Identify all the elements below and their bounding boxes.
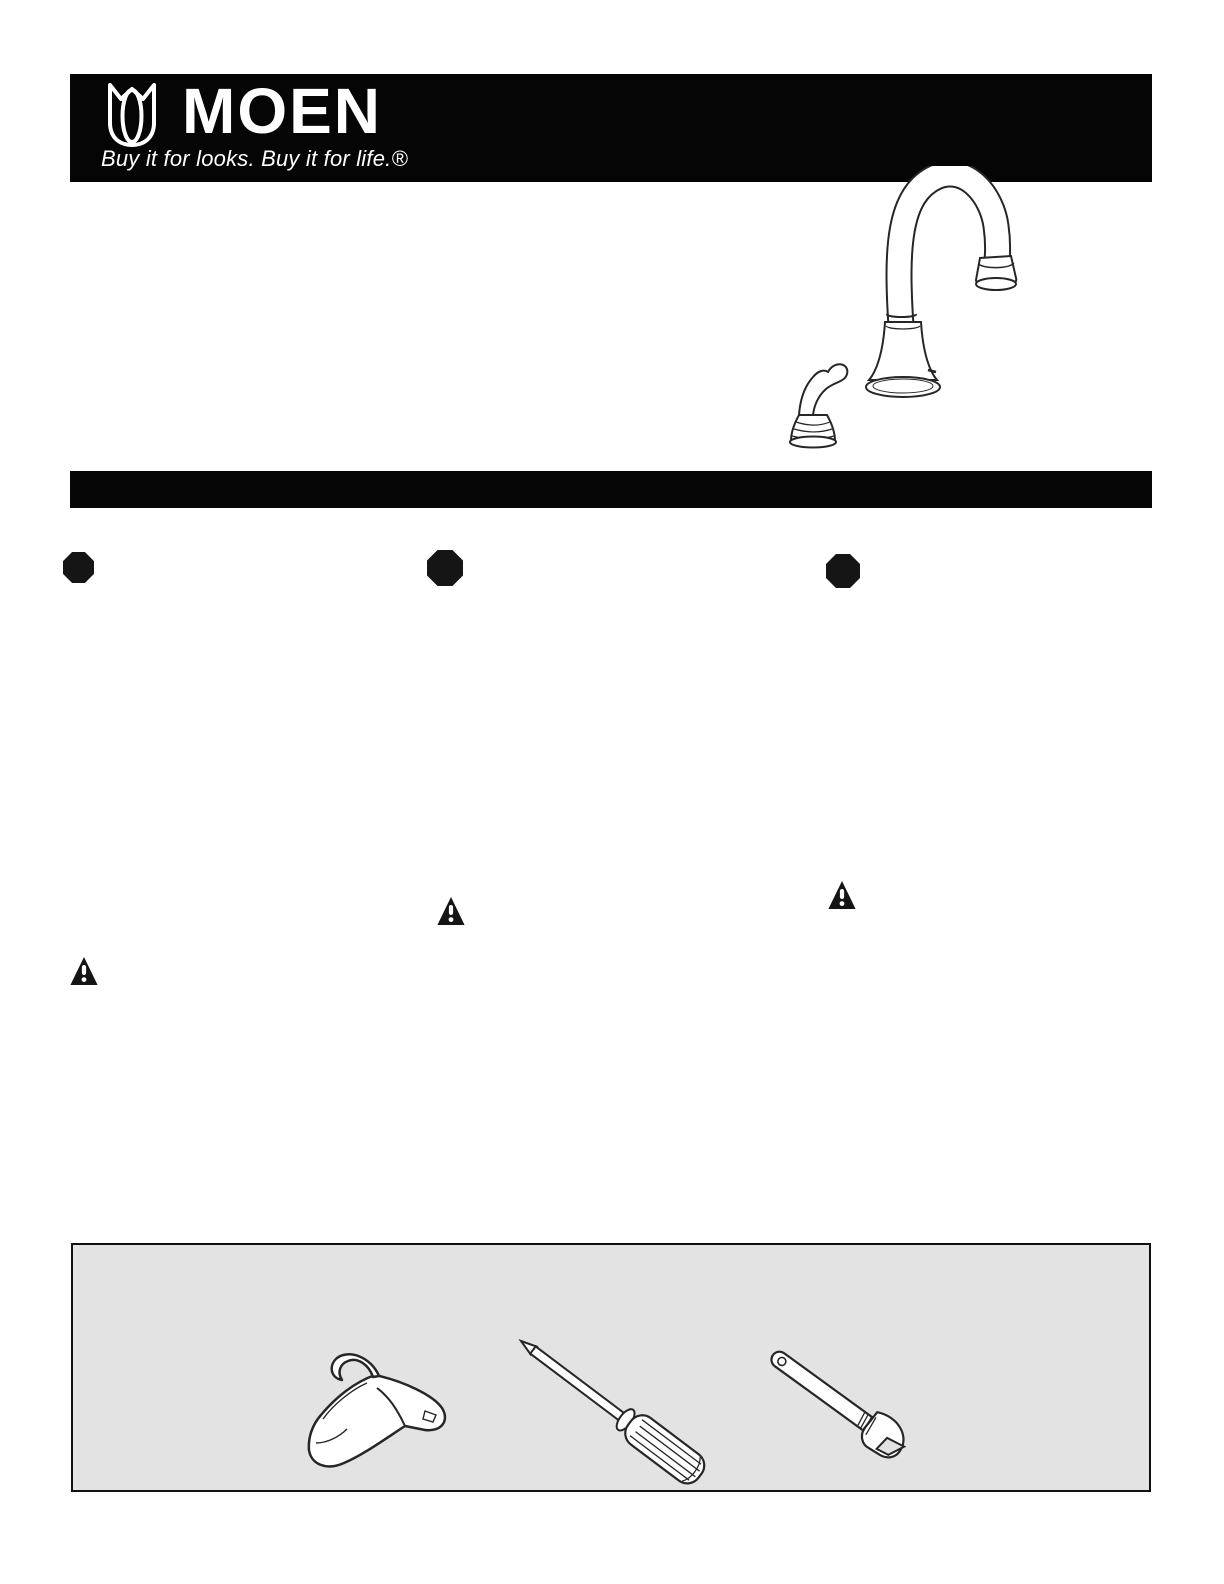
brand-tagline: Buy it for looks. Buy it for life.® [101,146,408,171]
wrench-icon [761,1339,943,1477]
gooseneck-spout [866,174,1016,397]
warning-triangle-icon [436,895,466,928]
warning-triangle-icon [827,879,857,912]
step-marker-octagon-2 [427,550,463,586]
step-marker-octagon-3 [826,554,860,588]
screwdriver-icon [511,1329,716,1487]
moen-logo-icon [100,83,164,147]
brand-wordmark: MOEN [182,75,382,147]
faucet-illustration [770,166,1042,461]
tools-required-box [71,1243,1151,1492]
step-marker-octagon-1 [63,552,94,583]
warning-triangle-icon [69,955,99,988]
lever-handle [790,364,847,447]
section-divider-bar [70,471,1152,508]
safety-glasses-icon [283,1345,468,1483]
